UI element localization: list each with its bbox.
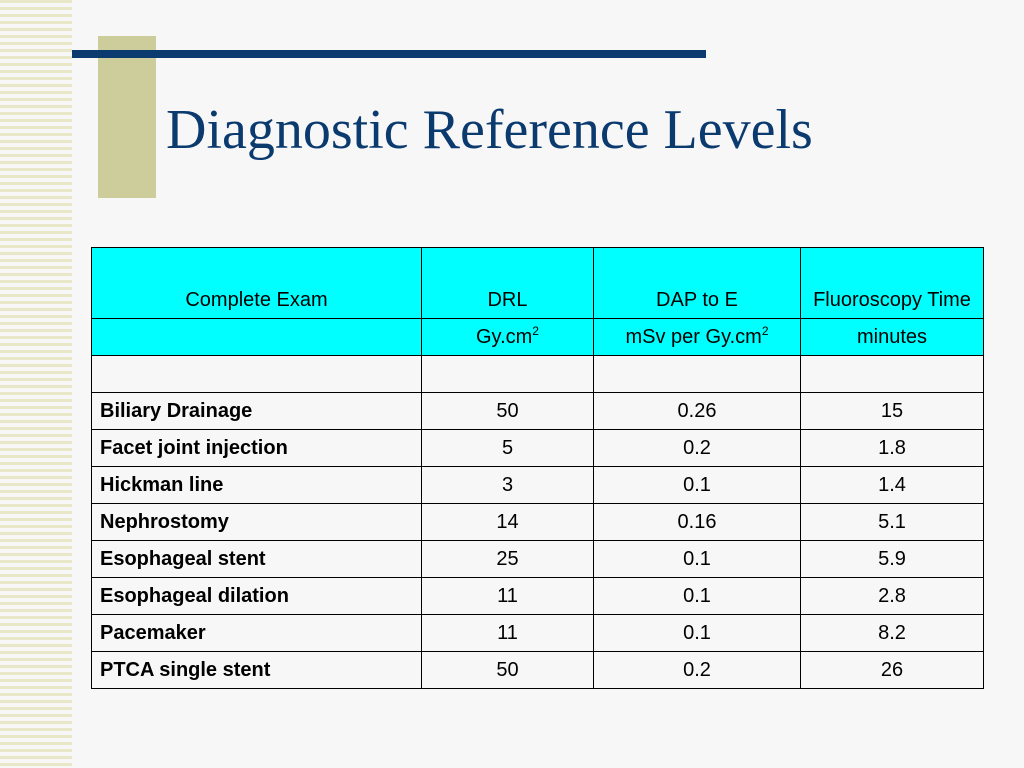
- accent-block: [98, 36, 156, 198]
- time-value: 15: [801, 393, 984, 430]
- time-value: 2.8: [801, 578, 984, 615]
- units-dap: [594, 319, 801, 356]
- header-drl: DRL: [422, 248, 594, 319]
- units-fluoro: minutes: [801, 319, 984, 356]
- drl-value: 11: [422, 615, 594, 652]
- table-row: [92, 652, 984, 689]
- units-dap-sup: 2: [761, 323, 769, 338]
- slide-title: Diagnostic Reference Levels: [166, 99, 813, 161]
- header-row: [92, 248, 984, 319]
- table-row: [92, 393, 984, 430]
- table-row: [92, 504, 984, 541]
- drl-value: 25: [422, 541, 594, 578]
- exam-name: Nephrostomy: [92, 504, 422, 541]
- table-row: [92, 615, 984, 652]
- dap-value: 0.1: [594, 615, 801, 652]
- exam-name: Facet joint injection: [92, 430, 422, 467]
- table-row: [92, 578, 984, 615]
- drl-value: 3: [422, 467, 594, 504]
- drl-table: [91, 247, 984, 689]
- drl-value: 5: [422, 430, 594, 467]
- decorative-stripes: [0, 0, 72, 768]
- dap-value: 0.1: [594, 541, 801, 578]
- drl-value: 50: [422, 652, 594, 689]
- dap-value: 0.26: [594, 393, 801, 430]
- table-row: [92, 467, 984, 504]
- header-dap-to-e: DAP to E: [594, 248, 801, 319]
- header-complete-exam: Complete Exam: [92, 248, 422, 319]
- header-fluoroscopy-time: Fluoroscopy Time: [801, 248, 984, 319]
- time-value: 1.8: [801, 430, 984, 467]
- time-value: 1.4: [801, 467, 984, 504]
- table-row: [92, 541, 984, 578]
- empty-cell: [801, 356, 984, 393]
- units-row: [92, 319, 984, 356]
- table-row: [92, 430, 984, 467]
- drl-value: 50: [422, 393, 594, 430]
- dap-value: 0.1: [594, 467, 801, 504]
- drl-value: 11: [422, 578, 594, 615]
- time-value: 5.1: [801, 504, 984, 541]
- dap-value: 0.2: [594, 430, 801, 467]
- units-empty-cell: [92, 319, 422, 356]
- exam-name: Hickman line: [92, 467, 422, 504]
- dap-value: 0.16: [594, 504, 801, 541]
- exam-name: PTCA single stent: [92, 652, 422, 689]
- accent-bar: [72, 50, 706, 58]
- empty-row: [92, 356, 984, 393]
- dap-value: 0.2: [594, 652, 801, 689]
- units-dap-base: mSv per Gy.cm: [625, 325, 762, 348]
- exam-name: Esophageal stent: [92, 541, 422, 578]
- time-value: 5.9: [801, 541, 984, 578]
- drl-value: 14: [422, 504, 594, 541]
- dap-value: 0.1: [594, 578, 801, 615]
- time-value: 8.2: [801, 615, 984, 652]
- empty-cell: [422, 356, 594, 393]
- exam-name: Pacemaker: [92, 615, 422, 652]
- exam-name: Esophageal dilation: [92, 578, 422, 615]
- time-value: 26: [801, 652, 984, 689]
- empty-cell: [594, 356, 801, 393]
- units-drl-sup: 2: [532, 323, 539, 338]
- empty-cell: [92, 356, 422, 393]
- units-drl-base: Gy.cm: [476, 325, 533, 348]
- exam-name: Biliary Drainage: [92, 393, 422, 430]
- units-drl: [422, 319, 594, 356]
